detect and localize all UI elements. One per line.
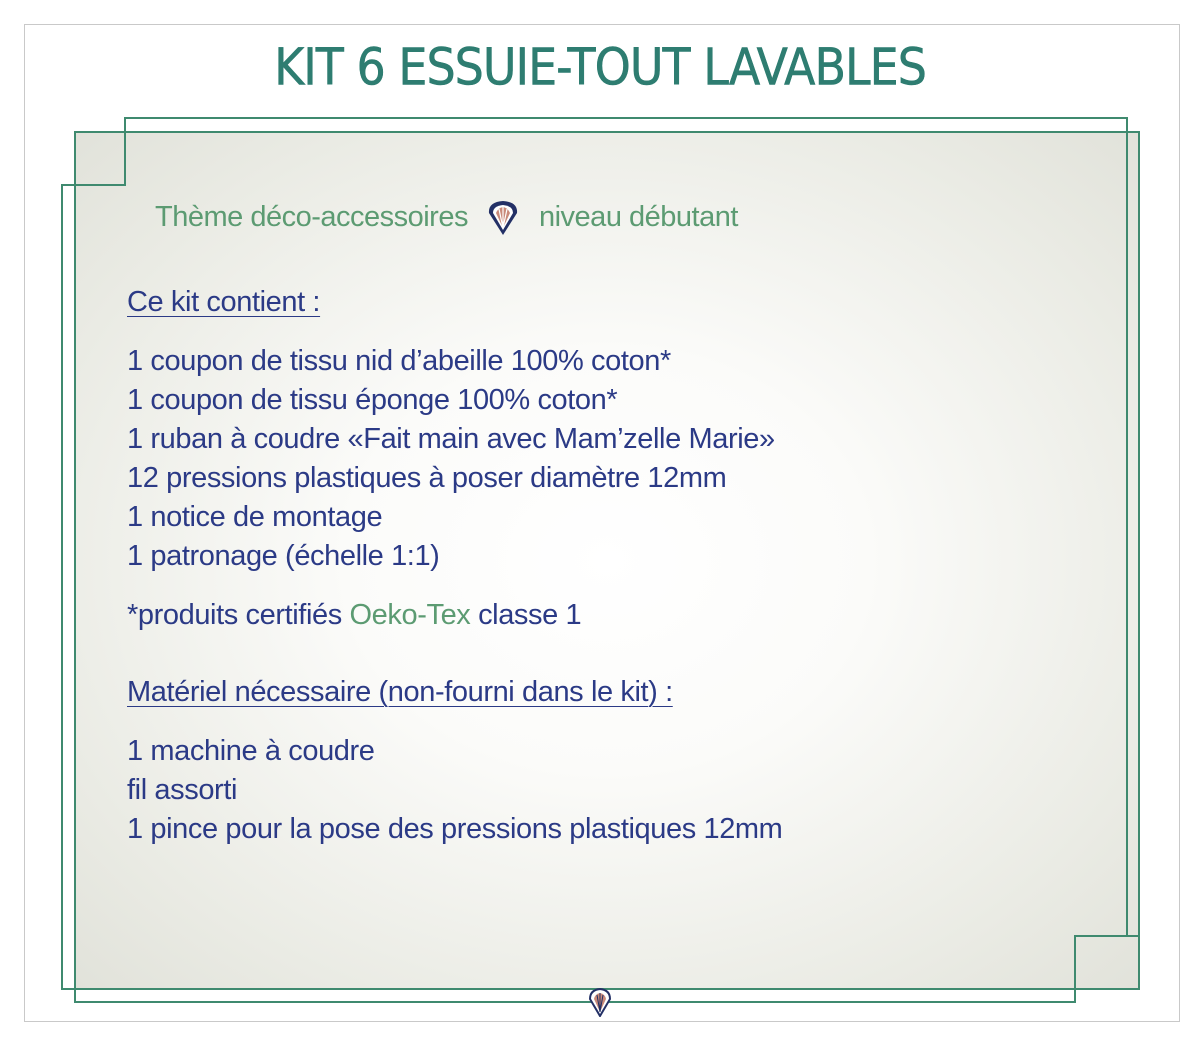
list-item: 1 ruban à coudre «Fait main avec Mam’zelle Marie» bbox=[127, 423, 775, 455]
list-item: 1 pince pour la pose des pressions plastiques 12mm bbox=[127, 813, 783, 845]
theme-label: Thème déco-accessoires bbox=[155, 200, 468, 233]
contents-heading: Ce kit contient : bbox=[127, 286, 321, 318]
kit-content bbox=[127, 283, 782, 849]
level-label: niveau débutant bbox=[538, 200, 738, 233]
contents-list bbox=[127, 342, 782, 576]
list-item: 1 coupon de tissu nid d’abeille 100% coton* bbox=[127, 345, 671, 377]
materials-heading: Matériel nécessaire (non-fourni dans le kit) : bbox=[127, 676, 673, 708]
fan-ornament-icon bbox=[589, 987, 611, 1017]
oeko-tex-label: Oeko-Tex bbox=[349, 599, 471, 631]
list-item: 1 patronage (échelle 1:1) bbox=[127, 540, 440, 572]
materials-list bbox=[127, 732, 782, 849]
list-item: fil assorti bbox=[127, 774, 238, 806]
list-item: 1 notice de montage bbox=[127, 501, 383, 533]
list-item: 1 coupon de tissu éponge 100% coton* bbox=[127, 384, 618, 416]
theme-line bbox=[155, 195, 738, 239]
note-suffix: classe 1 bbox=[470, 599, 582, 631]
note-prefix: *produits certifiés bbox=[127, 599, 350, 631]
list-item: 1 machine à coudre bbox=[127, 735, 375, 767]
page-title: KIT 6 ESSUIE-TOUT LAVABLES bbox=[274, 37, 926, 97]
list-item: 12 pressions plastiques à poser diamètre 12mm bbox=[127, 462, 727, 494]
certification-note bbox=[127, 596, 782, 635]
fan-ornament-icon bbox=[486, 197, 520, 237]
